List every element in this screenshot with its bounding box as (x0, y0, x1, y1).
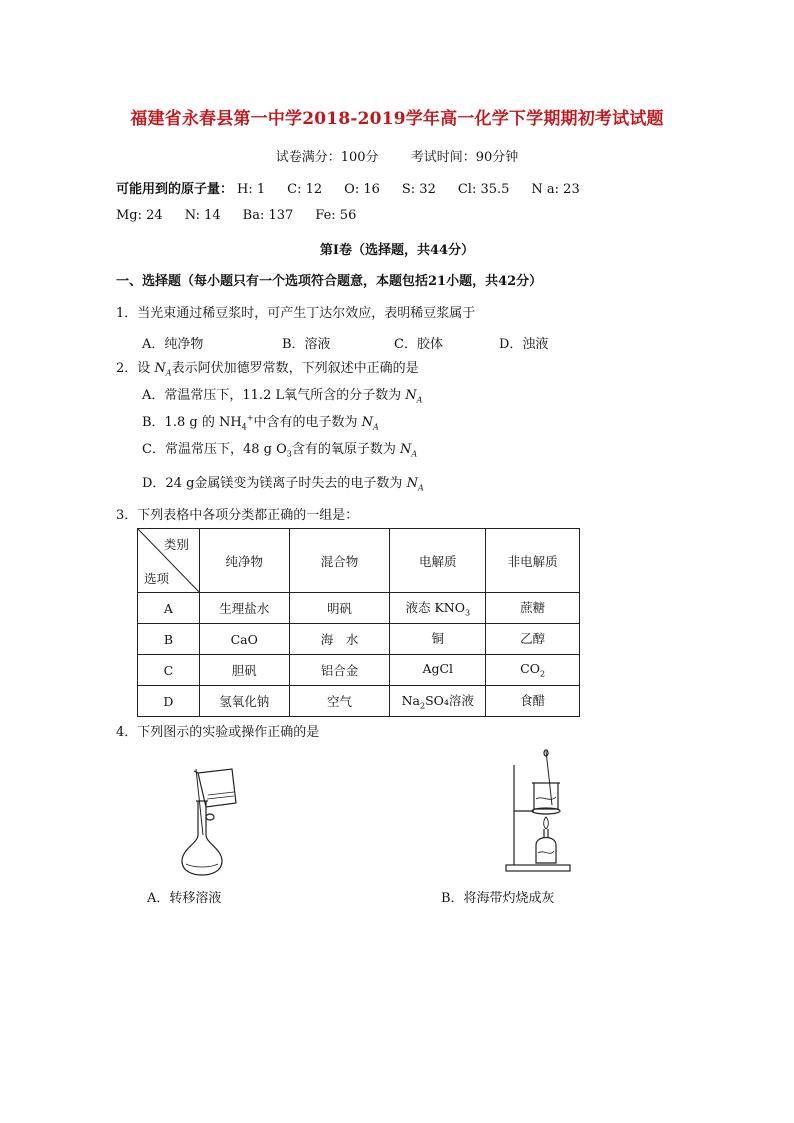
mass-s: S: 32 (401, 182, 436, 197)
q2-option-d: D．24 g金属镁变为镁离子时失去的电子数为 $N_A$ (142, 476, 424, 493)
q1-option-d: D．浊液 (499, 337, 549, 352)
mass-na: N a: 23 (531, 182, 580, 197)
cell-pure-substance: 氢氧化钠 (199, 686, 289, 717)
cell-mixture: 铝合金 (289, 655, 390, 686)
table-row (138, 593, 580, 624)
mass-c: C: 12 (287, 182, 323, 197)
q2-option-a: A．常温常压下，11.2 L氧气所含的分子数为 $N_A$ (142, 388, 423, 405)
row-option: A (138, 593, 200, 624)
exam-info (0, 146, 794, 165)
question-1-stem: 1．当光束通过稀豆浆时，可产生丁达尔效应，表明稀豆浆属于 (116, 306, 476, 321)
question-2-stem: 2．设 $N_A$表示阿伏加德罗常数，下列叙述中正确的是 (116, 361, 419, 378)
atomic-mass-line-1 (116, 178, 602, 197)
corner-label-category: 类别 (163, 537, 189, 552)
exam-time: 考试时间：90分钟 (410, 150, 519, 165)
question-3-stem: 3．下列表格中各项分类都正确的一组是： (116, 508, 359, 523)
corner-label-option: 选项 (144, 571, 170, 586)
question-4-stem: 4．下列图示的实验或操作正确的是 (116, 725, 320, 740)
mass-h: H: 1 (237, 182, 266, 197)
table-row (138, 655, 580, 686)
full-score: 试卷满分：100分 (275, 150, 379, 165)
row-option: D (138, 686, 200, 717)
mass-cl: Cl: 35.5 (457, 182, 510, 197)
mass-ba: Ba: 137 (242, 208, 294, 223)
table-corner-cell (138, 529, 200, 593)
question-1-options (142, 333, 548, 352)
cell-mixture: 空气 (289, 686, 390, 717)
table-row (138, 686, 580, 717)
part-heading: 一、选择题（每小题只有一个选项符合题意，本题包括21小题，共42分） (116, 274, 543, 289)
cell-pure-substance: 生理盐水 (199, 593, 289, 624)
figure-b-caption: B．将海带灼烧成灰 (441, 891, 555, 906)
cell-pure-substance: CaO (199, 624, 289, 655)
table-header-row (138, 529, 580, 593)
mass-mg: Mg: 24 (116, 208, 163, 223)
page-title: 福建省永春县第一中学2018-2019学年高一化学下学期期初考试试题 (130, 109, 664, 129)
table-row (138, 624, 580, 655)
cell-electrolyte: $Na_2SO_4$溶液 (390, 686, 486, 717)
cell-electrolyte: 液态 $KNO_3$ (390, 593, 486, 624)
cell-non-electrolyte: 食醋 (486, 686, 580, 717)
mass-o: O: 16 (344, 182, 380, 197)
cell-non-electrolyte: 蔗糖 (486, 593, 580, 624)
figure-a-caption: A．转移溶液 (147, 891, 222, 906)
classification-table (137, 528, 580, 717)
cell-pure-substance: 胆矾 (199, 655, 289, 686)
q1-option-b: B．溶液 (282, 337, 331, 352)
cell-mixture: 明矾 (289, 593, 390, 624)
atomic-mass-label: 可能用到的原子量： (116, 182, 234, 197)
header-mixture: 混合物 (289, 529, 390, 593)
cell-non-electrolyte: $CO_2$ (486, 655, 580, 686)
volumetric-flask-figure (170, 765, 250, 877)
q1-option-a: A．纯净物 (142, 337, 204, 352)
q2-option-c: C．常温常压下，48 g $O_3$含有的氧原子数为 $N_A$ (142, 442, 418, 459)
seaweed-burning-figure (500, 745, 580, 875)
cell-mixture: 海 水 (289, 624, 390, 655)
section-heading: 第Ⅰ卷（选择题，共44分） (319, 243, 475, 258)
header-pure-substance: 纯净物 (199, 529, 289, 593)
row-option: C (138, 655, 200, 686)
mass-n: N: 14 (184, 208, 221, 223)
cell-electrolyte: AgCl (390, 655, 486, 686)
atomic-mass-line-2 (116, 208, 378, 223)
cell-non-electrolyte: 乙醇 (486, 624, 580, 655)
row-option: B (138, 624, 200, 655)
q1-option-c: C．胶体 (394, 337, 443, 352)
q2-option-b: B．1.8 g 的 $NH_4^+$中含有的电子数为 $N_A$ (142, 413, 379, 432)
header-non-electrolyte: 非电解质 (486, 529, 580, 593)
header-electrolyte: 电解质 (390, 529, 486, 593)
mass-fe: Fe: 56 (315, 208, 357, 223)
cell-electrolyte: 铜 (390, 624, 486, 655)
